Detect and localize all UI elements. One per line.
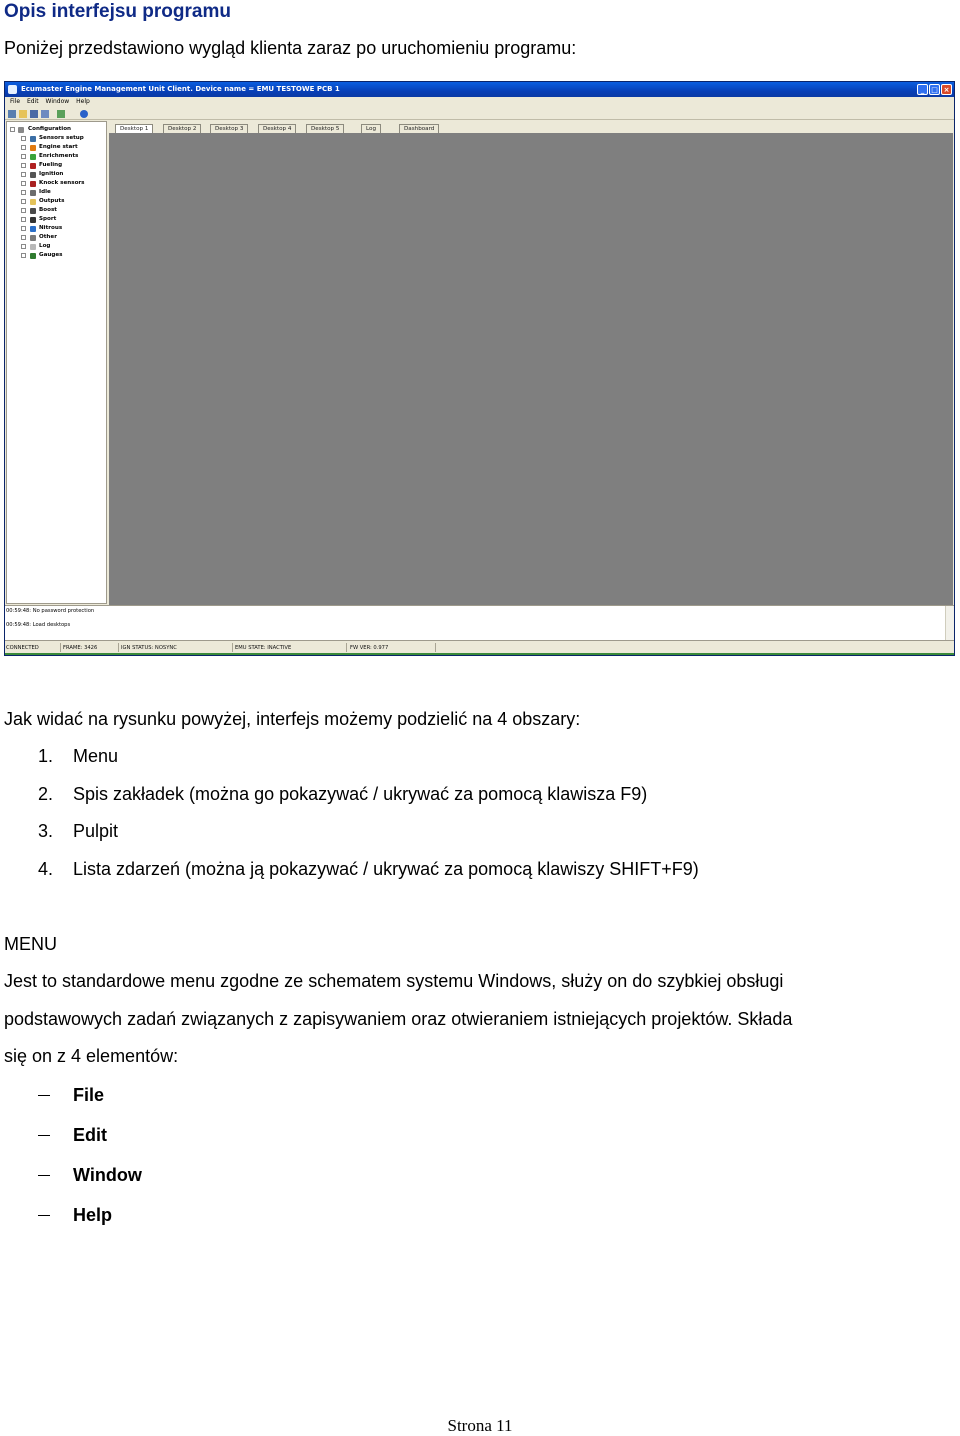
expand-icon[interactable] [21,190,26,195]
tree-item-label: Other [39,234,57,240]
expand-icon[interactable] [21,136,26,141]
tree-item-label: Engine start [39,144,78,150]
tree-item-label: Log [39,243,51,249]
expand-icon[interactable] [21,172,26,177]
intro-text: Jak widać na rysunku powyżej, interfejs możemy podzielić na 4 obszary: [4,709,581,729]
desktop-area [109,133,953,605]
menu-help[interactable]: Help [76,98,90,105]
tree-item-label: Idle [39,189,51,195]
start-icon [30,145,36,151]
tree-item-label: Ignition [39,171,64,177]
log-line: 00:59:48: No password protection [6,608,95,614]
app-icon [8,85,17,94]
status-frame: FRAME: 3426 [63,645,98,651]
app-title: Ecumaster Engine Management Unit Client. Device name = EMU TESTOWE PCB 1 [21,85,340,93]
expand-icon[interactable] [21,181,26,186]
tab-log[interactable]: Log [361,124,381,133]
fuel-icon [30,163,36,169]
lock-icon [30,172,36,178]
expand-icon[interactable] [21,235,26,240]
save-as-icon[interactable] [41,110,49,118]
menu-element-file: File [73,1085,105,1105]
dash-bullet [38,1175,50,1176]
tree-item-label: Gauges [39,252,63,258]
gauges-icon [30,253,36,259]
status-bar [5,640,954,655]
menu-element-window: Window [73,1165,142,1185]
tree-item-label: Outputs [39,198,65,204]
tab-desktop-1[interactable]: Desktop 1 [115,124,153,133]
page-footer: Strona 11 [447,1416,513,1435]
knock-icon [30,181,36,187]
tree-item-label: Sport [39,216,57,222]
menu-heading: MENU [4,934,57,954]
app-menubar [5,97,954,107]
folder-icon [30,199,36,205]
tree-item-label: Fueling [39,162,63,168]
status-ign: IGN STATUS: NOSYNC [121,645,177,651]
open-icon[interactable] [19,110,27,118]
event-log [5,605,954,640]
menu-paragraph-line: podstawowych zadań związanych z zapisywaniem oraz otwieraniem istniejących projektów. Składa [4,1009,793,1029]
tab-desktop-4[interactable]: Desktop 4 [258,124,296,133]
close-button[interactable]: × [941,84,952,95]
menu-paragraph-line: Jest to standardowe menu zgodne ze schematem systemu Windows, służy on do szybkiej obsługi [4,971,784,991]
status-emu-state: EMU STATE: INACTIVE [235,645,292,651]
expand-icon[interactable] [21,226,26,231]
tab-desktop-3[interactable]: Desktop 3 [210,124,248,133]
tree-item-label: Nitrous [39,225,63,231]
tree-item-label: Enrichments [39,153,79,159]
expand-icon[interactable] [21,208,26,213]
app-toolbar [5,108,954,120]
config-tree [6,121,107,604]
app-screenshot [4,81,955,656]
tab-desktop-2[interactable]: Desktop 2 [163,124,201,133]
expand-icon[interactable] [21,145,26,150]
expand-icon[interactable] [21,199,26,204]
collapse-icon[interactable] [10,127,15,132]
flag-icon [30,217,36,223]
menu-file[interactable]: File [10,98,21,105]
menu-element-edit: Edit [73,1125,107,1145]
nitrous-icon [30,226,36,232]
gauge-icon [30,208,36,214]
tools-icon [30,235,36,241]
clock-icon [30,190,36,196]
log-scrollbar[interactable] [945,606,954,640]
minimize-button[interactable]: _ [917,84,928,95]
app-titlebar [5,82,954,97]
menu-window[interactable]: Window [45,98,70,105]
status-fw: FW VER: 0.977 [350,645,389,651]
tree-item-label: Boost [39,207,57,213]
sensor-icon [30,136,36,142]
tree-root-label: Configuration [28,126,72,132]
tree-item-label: Sensors setup [39,135,84,141]
plus-icon [30,154,36,160]
save-icon[interactable] [30,110,38,118]
log-line: 00:59:48: Load desktops [6,622,71,628]
desktop-tabs [109,124,954,133]
status-connection: CONNECTED [6,645,39,651]
expand-icon[interactable] [21,253,26,258]
page-title: Opis interfejsu programu [4,1,231,22]
menu-element-help: Help [73,1205,113,1225]
maximize-button[interactable]: □ [929,84,940,95]
wizard-icon[interactable] [8,110,16,118]
log-icon [30,244,36,250]
tab-dashboard[interactable]: Dashboard [399,124,439,133]
upload-icon[interactable] [57,110,65,118]
dash-bullet [38,1215,50,1216]
gear-icon [18,127,24,133]
menu-edit[interactable]: Edit [26,98,39,105]
expand-icon[interactable] [21,163,26,168]
tab-desktop-5[interactable]: Desktop 5 [306,124,344,133]
dash-bullet [38,1135,50,1136]
expand-icon[interactable] [21,244,26,249]
page-subtitle: Poniżej przedstawiono wygląd klienta zaraz po uruchomieniu programu: [4,38,577,58]
expand-icon[interactable] [21,217,26,222]
help-icon[interactable] [80,110,88,118]
tree-item-label: Knock sensors [39,180,85,186]
menu-paragraph-line: się on z 4 elementów: [4,1046,179,1066]
dash-bullet [38,1095,50,1096]
expand-icon[interactable] [21,154,26,159]
